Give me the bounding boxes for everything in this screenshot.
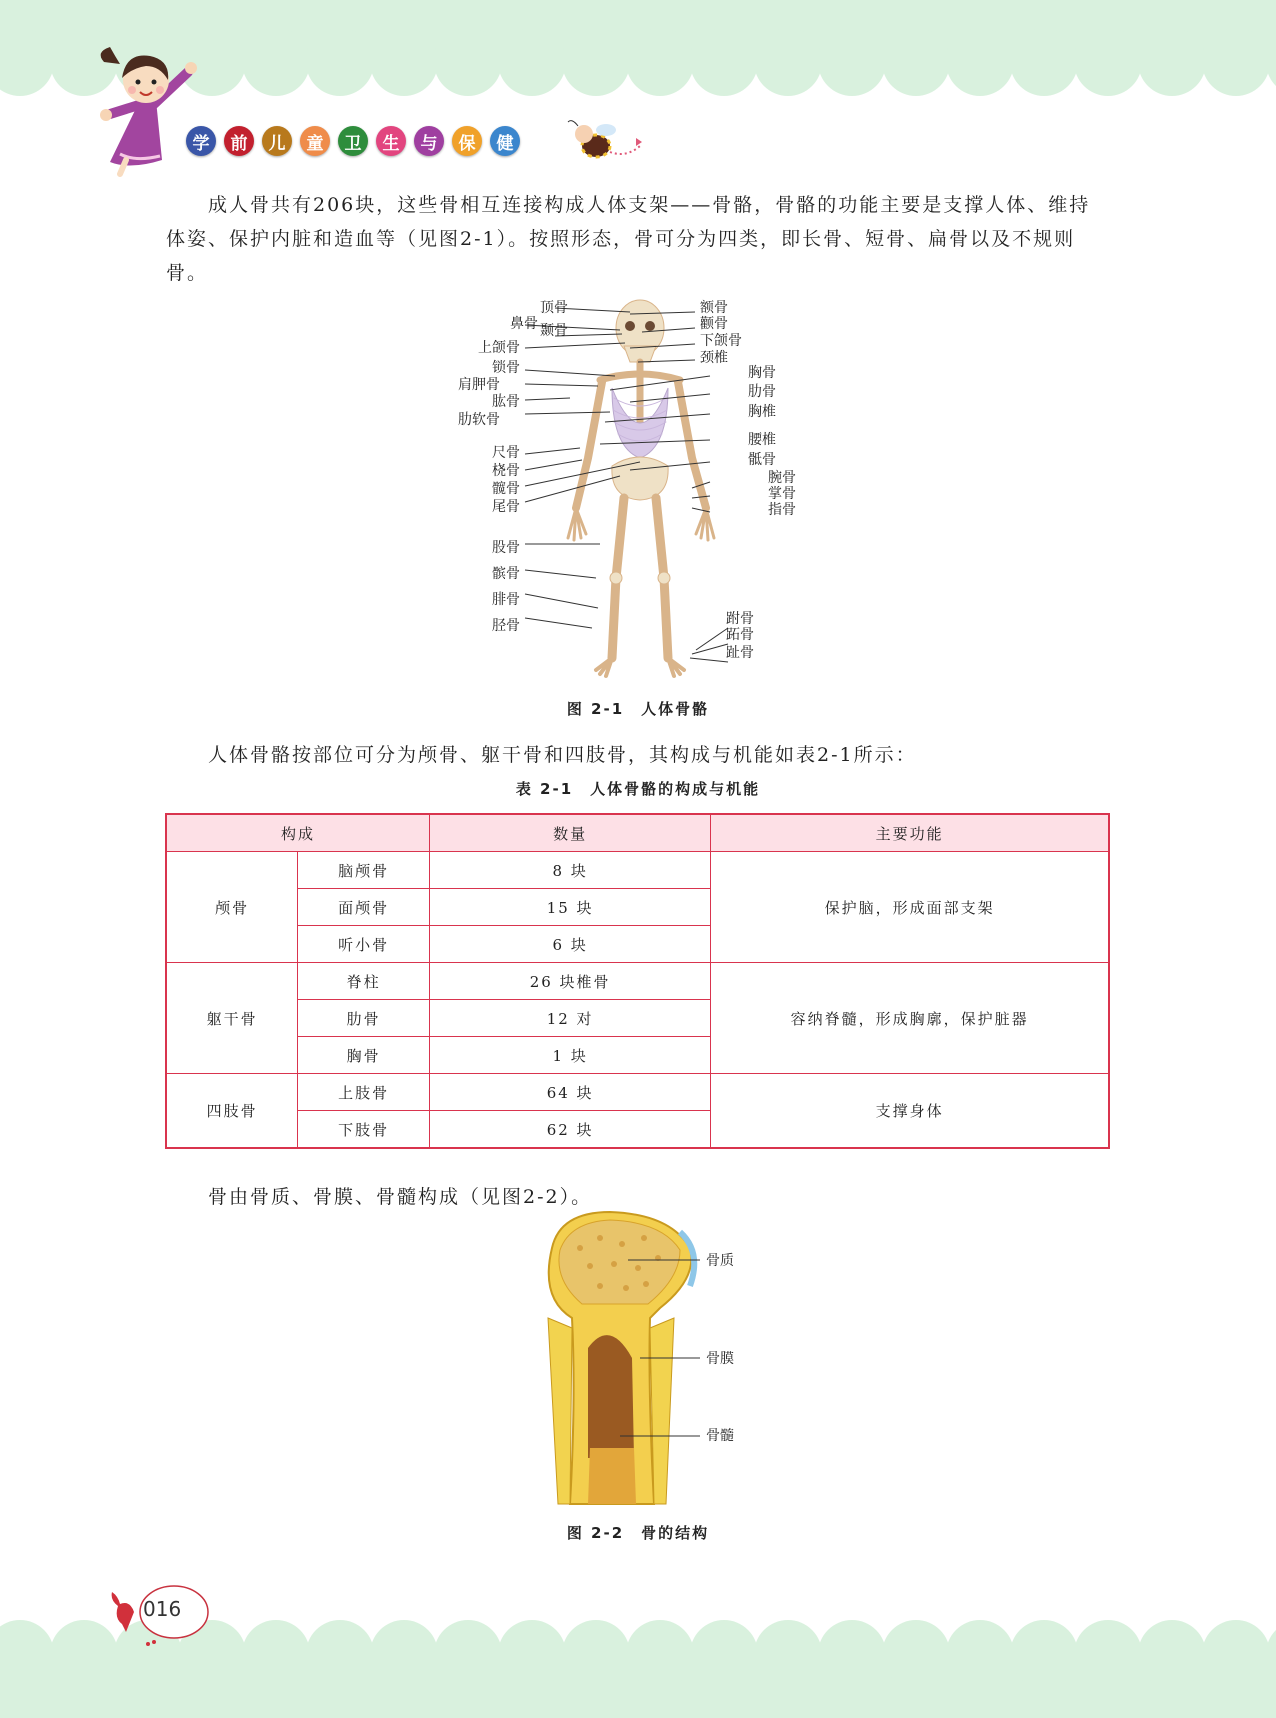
skeleton-label-left: 尺骨 [492, 445, 520, 461]
skeleton-label-left: 髋骨 [492, 481, 520, 497]
bone-composition-table [165, 813, 1110, 1149]
skeleton-label-left: 锁骨 [492, 360, 520, 376]
skeleton-label-right: 掌骨 [768, 486, 796, 502]
group-name-cell: 颅骨 [166, 852, 298, 963]
skeleton-label-left: 股骨 [492, 540, 520, 556]
skeleton-label-right: 颧骨 [700, 316, 728, 332]
table-intro-paragraph: 人体骨骼按部位可分为颅骨、躯干骨和四肢骨，其构成与机能如表2-1所示： [208, 744, 917, 766]
count-cell: 64 块 [429, 1074, 710, 1111]
skeleton-label-right: 胸椎 [748, 404, 776, 420]
title-badge: 前 [224, 126, 254, 156]
title-badge: 与 [414, 126, 444, 156]
page-number: 016 [143, 1597, 182, 1621]
figure-2-1-caption: 图 2-1 人体骨骼 [566, 700, 710, 718]
skeleton-label-left: 肩胛骨 [458, 377, 500, 393]
title-badge: 生 [376, 126, 406, 156]
skeleton-label-left: 鼻骨 [510, 316, 538, 332]
skeleton-label-left: 顶骨 [540, 300, 568, 316]
header-composition: 构成 [166, 814, 429, 852]
function-cell: 保护脑，形成面部支架 [711, 852, 1109, 963]
skeleton-label-right: 胸骨 [748, 365, 776, 381]
title-badge: 学 [186, 126, 216, 156]
girl-mascot-illustration [90, 42, 210, 177]
part-cell: 听小骨 [298, 926, 430, 963]
group-name-cell: 四肢骨 [166, 1074, 298, 1149]
skeleton-label-right: 下颌骨 [700, 333, 742, 349]
function-cell: 支撑身体 [711, 1074, 1109, 1149]
skeleton-label-left: 肱骨 [492, 394, 520, 410]
table-header-row [166, 814, 1109, 852]
count-cell: 8 块 [429, 852, 710, 889]
title-badge: 童 [300, 126, 330, 156]
skeleton-label-right: 趾骨 [726, 645, 754, 661]
table-2-1-caption: 表 2-1 人体骨骼的构成与机能 [515, 780, 761, 798]
header-function: 主要功能 [711, 814, 1109, 852]
count-cell: 6 块 [429, 926, 710, 963]
skeleton-label-right: 跗骨 [726, 611, 754, 627]
part-cell: 肋骨 [298, 1000, 430, 1037]
header-count: 数量 [429, 814, 710, 852]
title-badge: 儿 [262, 126, 292, 156]
skeleton-label-left: 尾骨 [492, 499, 520, 515]
part-cell: 胸骨 [298, 1037, 430, 1074]
skeleton-label-left: 颞骨 [540, 323, 568, 339]
skeleton-label-right: 骶骨 [748, 452, 776, 468]
skeleton-label-right: 腕骨 [768, 470, 796, 486]
table-row [166, 1074, 1109, 1111]
part-cell: 脊柱 [298, 963, 430, 1000]
label-periosteum: 骨膜 [706, 1351, 734, 1367]
skeleton-label-left: 肋软骨 [458, 412, 500, 428]
skeleton-label-left: 髌骨 [492, 566, 520, 582]
part-cell: 脑颅骨 [298, 852, 430, 889]
figure-2-2-caption: 图 2-2 骨的结构 [566, 1524, 710, 1542]
skeleton-label-right: 腰椎 [748, 432, 776, 448]
table-row [166, 852, 1109, 889]
skeleton-label-right: 额骨 [700, 300, 728, 316]
skeleton-label-right: 肋骨 [748, 384, 776, 400]
title-badge: 卫 [338, 126, 368, 156]
title-badge: 保 [452, 126, 482, 156]
skeleton-label-right: 颈椎 [700, 350, 728, 366]
skeleton-label-left: 腓骨 [492, 592, 520, 608]
bone-leader-lines [620, 1250, 710, 1450]
title-badge: 健 [490, 126, 520, 156]
skeleton-label-left: 上颌骨 [478, 340, 520, 356]
intro-paragraph: 成人骨共有206块，这些骨相互连接构成人体支架——骨骼，骨骼的功能主要是支撑人体、维持体姿、保护内脏和造血等（见图2-1）。按照形态，骨可分为四类，即长骨、短骨、扁骨以及不规则骨。 [166, 194, 1091, 284]
skeleton-label-left: 胫骨 [492, 618, 520, 634]
count-cell: 26 块椎骨 [429, 963, 710, 1000]
count-cell: 1 块 [429, 1037, 710, 1074]
skeleton-label-left: 桡骨 [492, 463, 520, 479]
skeleton-label-right: 指骨 [768, 502, 796, 518]
table-row [166, 963, 1109, 1000]
function-cell: 容纳脊髓，形成胸廓，保护脏器 [711, 963, 1109, 1074]
part-cell: 上肢骨 [298, 1074, 430, 1111]
count-cell: 12 对 [429, 1000, 710, 1037]
group-name-cell: 躯干骨 [166, 963, 298, 1074]
skeleton-label-right: 跖骨 [726, 627, 754, 643]
bee-mascot-illustration [556, 116, 646, 166]
part-cell: 下肢骨 [298, 1111, 430, 1149]
part-cell: 面颅骨 [298, 889, 430, 926]
label-bone-substance: 骨质 [706, 1253, 734, 1269]
label-bone-marrow: 骨髓 [706, 1428, 734, 1444]
bone-structure-paragraph: 骨由骨质、骨膜、骨髓构成（见图2-2）。 [208, 1186, 593, 1208]
count-cell: 62 块 [429, 1111, 710, 1149]
count-cell: 15 块 [429, 889, 710, 926]
